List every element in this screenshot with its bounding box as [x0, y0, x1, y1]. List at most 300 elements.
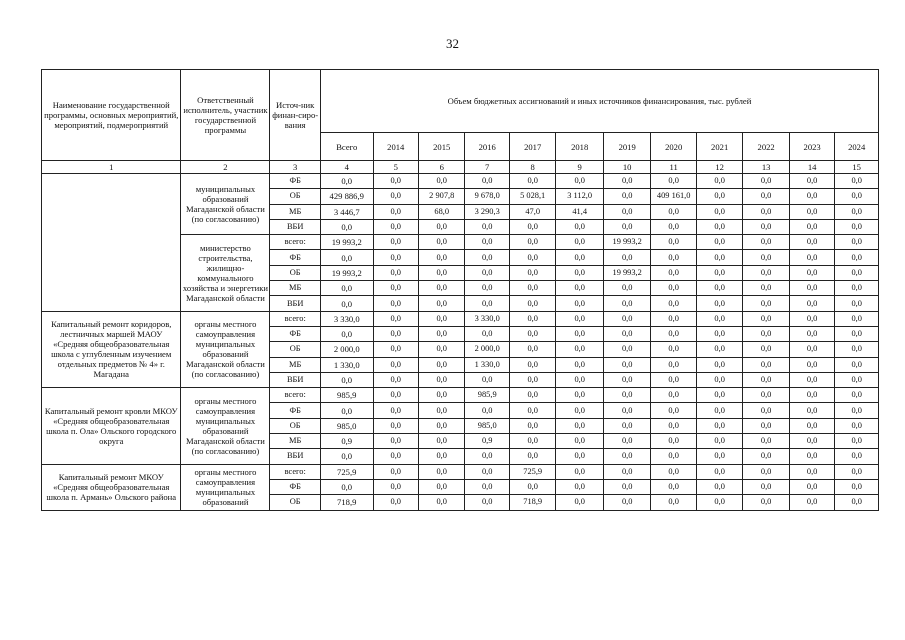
year-value-cell: 0,0	[509, 418, 555, 433]
year-value-cell: 0,0	[556, 479, 604, 494]
year-value-cell: 0,0	[465, 296, 509, 311]
year-value-cell: 0,0	[556, 495, 604, 510]
total-cell: 0,0	[320, 296, 373, 311]
year-value-cell: 0,0	[743, 265, 789, 280]
activity-name	[42, 174, 181, 312]
year-value-cell: 0,0	[373, 174, 418, 189]
year-value-cell: 0,0	[418, 281, 464, 296]
year-value-cell: 0,0	[603, 464, 651, 479]
year-value-cell: 0,0	[603, 204, 651, 219]
executor-name: муниципальных образований Магаданской области (по согласованию)	[181, 174, 270, 235]
year-value-cell: 0,0	[556, 388, 604, 403]
funding-source: МБ	[270, 281, 321, 296]
year-value-cell: 0,0	[743, 342, 789, 357]
year-value-cell: 0,0	[696, 311, 742, 326]
year-value-cell: 0,0	[835, 357, 879, 372]
year-value-cell: 0,0	[835, 219, 879, 234]
year-value-cell: 0,0	[465, 449, 509, 464]
year-value-cell: 0,0	[373, 479, 418, 494]
activity-name: Капитальный ремонт кровли МКОУ «Средняя общеобразовательная школа п. Ола» Ольского городского округа	[42, 388, 181, 464]
year-value-cell: 0,0	[556, 372, 604, 387]
funding-source: ФБ	[270, 403, 321, 418]
year-value-cell: 0,0	[835, 495, 879, 510]
year-value-cell: 0,0	[556, 357, 604, 372]
funding-source: МБ	[270, 357, 321, 372]
year-value-cell: 0,0	[373, 250, 418, 265]
year-value-cell: 0,0	[418, 235, 464, 250]
year-value-cell: 0,0	[556, 174, 604, 189]
year-value-cell: 0,0	[789, 235, 834, 250]
year-value-cell: 0,0	[418, 434, 464, 449]
funding-source: всего:	[270, 235, 321, 250]
year-value-cell: 0,0	[418, 174, 464, 189]
year-value-cell: 0,0	[465, 372, 509, 387]
year-value-cell: 0,0	[603, 250, 651, 265]
year-value-cell: 0,0	[418, 296, 464, 311]
year-value-cell: 0,0	[373, 418, 418, 433]
header-year: 2016	[465, 133, 509, 161]
funding-source: ФБ	[270, 250, 321, 265]
year-value-cell: 0,0	[418, 388, 464, 403]
year-value-cell: 0,0	[556, 342, 604, 357]
year-value-cell: 0,0	[509, 235, 555, 250]
year-value-cell: 0,0	[556, 403, 604, 418]
year-value-cell: 0,0	[603, 372, 651, 387]
year-value-cell: 0,0	[835, 311, 879, 326]
year-value-cell: 0,0	[373, 311, 418, 326]
year-value-cell: 0,0	[603, 342, 651, 357]
year-value-cell: 0,0	[556, 434, 604, 449]
header-source: Источ-ник финан-сиро-вания	[270, 70, 321, 161]
total-cell: 0,0	[320, 449, 373, 464]
year-value-cell: 0,0	[743, 235, 789, 250]
funding-source: ФБ	[270, 326, 321, 341]
year-value-cell: 0,0	[556, 219, 604, 234]
year-value-cell: 0,0	[373, 434, 418, 449]
year-value-cell: 0,0	[835, 265, 879, 280]
table-row	[42, 388, 879, 403]
year-value-cell: 0,0	[556, 296, 604, 311]
column-index: 1	[42, 161, 181, 174]
header-year: 2019	[603, 133, 651, 161]
funding-source: всего:	[270, 311, 321, 326]
year-value-cell: 5 028,1	[509, 189, 555, 204]
year-value-cell: 0,0	[651, 265, 696, 280]
year-value-cell: 0,0	[651, 418, 696, 433]
year-value-cell: 0,0	[373, 204, 418, 219]
funding-source: ОБ	[270, 495, 321, 510]
year-value-cell: 0,0	[651, 204, 696, 219]
total-cell: 985,0	[320, 418, 373, 433]
year-value-cell: 0,0	[651, 449, 696, 464]
year-value-cell: 0,0	[696, 265, 742, 280]
year-value-cell: 0,0	[373, 326, 418, 341]
year-value-cell: 0,0	[743, 449, 789, 464]
year-value-cell: 0,0	[603, 434, 651, 449]
total-cell: 3 446,7	[320, 204, 373, 219]
year-value-cell: 0,0	[418, 495, 464, 510]
header-total: Всего	[320, 133, 373, 161]
column-index: 13	[743, 161, 789, 174]
year-value-cell: 0,0	[835, 403, 879, 418]
year-value-cell: 0,0	[651, 357, 696, 372]
year-value-cell: 0,0	[465, 403, 509, 418]
table-row	[42, 174, 879, 189]
total-cell: 725,9	[320, 464, 373, 479]
year-value-cell: 0,0	[603, 479, 651, 494]
year-value-cell: 0,0	[835, 250, 879, 265]
year-value-cell: 0,0	[743, 388, 789, 403]
year-value-cell: 0,0	[696, 403, 742, 418]
year-value-cell: 0,0	[418, 357, 464, 372]
year-value-cell: 0,0	[418, 464, 464, 479]
funding-source: МБ	[270, 204, 321, 219]
year-value-cell: 0,0	[835, 418, 879, 433]
year-value-cell: 0,0	[789, 342, 834, 357]
total-cell: 3 330,0	[320, 311, 373, 326]
year-value-cell: 0,0	[789, 357, 834, 372]
year-value-cell: 0,0	[789, 265, 834, 280]
year-value-cell: 0,0	[696, 372, 742, 387]
year-value-cell: 0,0	[418, 372, 464, 387]
year-value-cell: 0,0	[835, 449, 879, 464]
year-value-cell: 0,0	[373, 495, 418, 510]
year-value-cell: 19 993,2	[603, 265, 651, 280]
year-value-cell: 19 993,2	[603, 235, 651, 250]
year-value-cell: 0,0	[373, 449, 418, 464]
year-value-cell: 0,0	[418, 479, 464, 494]
year-value-cell: 0,0	[789, 495, 834, 510]
year-value-cell: 0,0	[835, 296, 879, 311]
year-value-cell: 0,0	[509, 219, 555, 234]
column-index: 12	[696, 161, 742, 174]
header-year: 2023	[789, 133, 834, 161]
funding-source: ВБИ	[270, 449, 321, 464]
year-value-cell: 3 330,0	[465, 311, 509, 326]
header-year: 2014	[373, 133, 418, 161]
header-year: 2024	[835, 133, 879, 161]
year-value-cell: 0,0	[651, 219, 696, 234]
year-value-cell: 3 290,3	[465, 204, 509, 219]
year-value-cell: 0,0	[465, 235, 509, 250]
year-value-cell: 0,0	[651, 250, 696, 265]
year-value-cell: 0,0	[835, 464, 879, 479]
header-executor: Ответственный исполнитель, участник государственной программы	[181, 70, 270, 161]
year-value-cell: 0,0	[789, 403, 834, 418]
year-value-cell: 0,0	[509, 434, 555, 449]
year-value-cell: 0,0	[603, 418, 651, 433]
year-value-cell: 0,0	[603, 326, 651, 341]
year-value-cell: 0,0	[465, 250, 509, 265]
table-row	[42, 464, 879, 479]
funding-source: ВБИ	[270, 372, 321, 387]
header-name: Наименование государственной программы, основных мероприятий, мероприятий, подмероприятий	[42, 70, 181, 161]
funding-source: ОБ	[270, 189, 321, 204]
funding-source: ВБИ	[270, 219, 321, 234]
total-cell: 0,0	[320, 174, 373, 189]
year-value-cell: 0,0	[509, 174, 555, 189]
year-value-cell: 0,0	[556, 326, 604, 341]
year-value-cell: 0,0	[651, 388, 696, 403]
total-cell: 19 993,2	[320, 235, 373, 250]
year-value-cell: 718,9	[509, 495, 555, 510]
year-value-cell: 0,0	[696, 434, 742, 449]
header-year: 2022	[743, 133, 789, 161]
year-value-cell: 0,0	[696, 174, 742, 189]
funding-source: ФБ	[270, 479, 321, 494]
year-value-cell: 0,0	[835, 281, 879, 296]
year-value-cell: 0,0	[509, 281, 555, 296]
year-value-cell: 0,0	[465, 464, 509, 479]
year-value-cell: 0,0	[789, 464, 834, 479]
year-value-cell: 0,0	[465, 326, 509, 341]
year-value-cell: 0,0	[696, 204, 742, 219]
year-value-cell: 0,0	[651, 495, 696, 510]
year-value-cell: 0,0	[509, 342, 555, 357]
year-value-cell: 0,0	[696, 281, 742, 296]
total-cell: 718,9	[320, 495, 373, 510]
year-value-cell: 0,0	[603, 189, 651, 204]
year-value-cell: 0,0	[696, 250, 742, 265]
table-row	[42, 311, 879, 326]
year-value-cell: 0,0	[556, 464, 604, 479]
year-value-cell: 0,9	[465, 434, 509, 449]
executor-name: органы местного самоуправления муниципальных образований Магаданской области (по согласованию)	[181, 388, 270, 464]
year-value-cell: 0,0	[789, 449, 834, 464]
funding-source: всего:	[270, 388, 321, 403]
year-value-cell: 0,0	[509, 357, 555, 372]
year-value-cell: 0,0	[696, 388, 742, 403]
year-value-cell: 0,0	[373, 219, 418, 234]
year-value-cell: 0,0	[651, 434, 696, 449]
year-value-cell: 0,0	[651, 372, 696, 387]
year-value-cell: 0,0	[465, 281, 509, 296]
column-index: 10	[603, 161, 651, 174]
year-value-cell: 41,4	[556, 204, 604, 219]
year-value-cell: 0,0	[373, 388, 418, 403]
year-value-cell: 0,0	[789, 296, 834, 311]
year-value-cell: 0,0	[603, 296, 651, 311]
year-value-cell: 0,0	[743, 174, 789, 189]
year-value-cell: 0,0	[696, 296, 742, 311]
year-value-cell: 0,0	[556, 250, 604, 265]
year-value-cell: 985,0	[465, 418, 509, 433]
year-value-cell: 68,0	[418, 204, 464, 219]
year-value-cell: 0,0	[556, 418, 604, 433]
year-value-cell: 0,0	[373, 265, 418, 280]
year-value-cell: 0,0	[418, 311, 464, 326]
column-index: 5	[373, 161, 418, 174]
year-value-cell: 0,0	[603, 449, 651, 464]
year-value-cell: 0,0	[373, 403, 418, 418]
year-value-cell: 0,0	[509, 265, 555, 280]
year-value-cell: 1 330,0	[465, 357, 509, 372]
funding-source: МБ	[270, 434, 321, 449]
year-value-cell: 0,0	[835, 388, 879, 403]
year-value-cell: 0,0	[789, 418, 834, 433]
activity-name: Капитальный ремонт коридоров, лестничных маршей МАОУ «Средняя общеобразовательная школа с углубленным изучением отдельных предметов № 4» г. Магадана	[42, 311, 181, 387]
year-value-cell: 0,0	[651, 464, 696, 479]
year-value-cell: 0,0	[789, 388, 834, 403]
year-value-cell: 0,0	[373, 281, 418, 296]
year-value-cell: 0,0	[789, 281, 834, 296]
year-value-cell: 0,0	[373, 235, 418, 250]
year-value-cell: 0,0	[835, 174, 879, 189]
year-value-cell: 0,0	[789, 250, 834, 265]
year-value-cell: 47,0	[509, 204, 555, 219]
header-year: 2015	[418, 133, 464, 161]
total-cell: 0,0	[320, 281, 373, 296]
year-value-cell: 985,9	[465, 388, 509, 403]
total-cell: 0,0	[320, 403, 373, 418]
total-cell: 0,0	[320, 326, 373, 341]
year-value-cell: 0,0	[556, 235, 604, 250]
year-value-cell: 0,0	[651, 235, 696, 250]
header-year: 2017	[509, 133, 555, 161]
executor-name: органы местного самоуправления муниципальных образований	[181, 464, 270, 510]
activity-name: Капитальный ремонт МКОУ «Средняя общеобразовательная школа п. Армань» Ольского района	[42, 464, 181, 510]
total-cell: 0,0	[320, 372, 373, 387]
year-value-cell: 0,0	[696, 326, 742, 341]
year-value-cell: 0,0	[789, 479, 834, 494]
year-value-cell: 0,0	[509, 479, 555, 494]
year-value-cell: 0,0	[743, 326, 789, 341]
year-value-cell: 0,0	[603, 388, 651, 403]
year-value-cell: 0,0	[696, 418, 742, 433]
year-value-cell: 0,0	[556, 281, 604, 296]
year-value-cell: 0,0	[743, 495, 789, 510]
year-value-cell: 2 000,0	[465, 342, 509, 357]
year-value-cell: 0,0	[373, 372, 418, 387]
year-value-cell: 0,0	[509, 388, 555, 403]
year-value-cell: 0,0	[789, 174, 834, 189]
year-value-cell: 0,0	[743, 189, 789, 204]
funding-source: ОБ	[270, 342, 321, 357]
year-value-cell: 0,0	[743, 357, 789, 372]
year-value-cell: 0,0	[373, 464, 418, 479]
year-value-cell: 0,0	[373, 357, 418, 372]
executor-name: органы местного самоуправления муниципальных образований Магаданской области (по согласованию)	[181, 311, 270, 387]
year-value-cell: 0,0	[743, 204, 789, 219]
year-value-cell: 0,0	[556, 449, 604, 464]
year-value-cell: 0,0	[509, 296, 555, 311]
year-value-cell: 0,0	[696, 342, 742, 357]
year-value-cell: 0,0	[651, 326, 696, 341]
column-index: 11	[651, 161, 696, 174]
year-value-cell: 0,0	[465, 479, 509, 494]
year-value-cell: 0,0	[835, 434, 879, 449]
total-cell: 429 886,9	[320, 189, 373, 204]
total-cell: 2 000,0	[320, 342, 373, 357]
year-value-cell: 0,0	[696, 464, 742, 479]
year-value-cell: 0,0	[743, 311, 789, 326]
total-cell: 0,0	[320, 479, 373, 494]
column-index: 7	[465, 161, 509, 174]
year-value-cell: 0,0	[556, 265, 604, 280]
year-value-cell: 0,0	[743, 479, 789, 494]
year-value-cell: 0,0	[651, 311, 696, 326]
year-value-cell: 0,0	[603, 357, 651, 372]
year-value-cell: 0,0	[835, 326, 879, 341]
year-value-cell: 0,0	[835, 372, 879, 387]
year-value-cell: 0,0	[418, 250, 464, 265]
year-value-cell: 0,0	[696, 189, 742, 204]
year-value-cell: 0,0	[603, 281, 651, 296]
year-value-cell: 0,0	[743, 281, 789, 296]
year-value-cell: 0,0	[743, 418, 789, 433]
year-value-cell: 0,0	[835, 189, 879, 204]
year-value-cell: 0,0	[651, 403, 696, 418]
funding-source: ВБИ	[270, 296, 321, 311]
year-value-cell: 0,0	[465, 174, 509, 189]
year-value-cell: 0,0	[835, 342, 879, 357]
header-year: 2018	[556, 133, 604, 161]
year-value-cell: 0,0	[696, 235, 742, 250]
budget-table	[41, 69, 879, 511]
year-value-cell: 0,0	[835, 235, 879, 250]
header-year: 2021	[696, 133, 742, 161]
year-value-cell: 0,0	[743, 434, 789, 449]
year-value-cell: 0,0	[418, 342, 464, 357]
year-value-cell: 0,0	[509, 372, 555, 387]
executor-name: министерство строительства, жилищно-коммунального хозяйства и энергетики Магаданской области	[181, 235, 270, 311]
year-value-cell: 0,0	[696, 219, 742, 234]
column-index: 15	[835, 161, 879, 174]
total-cell: 19 993,2	[320, 265, 373, 280]
total-cell: 0,0	[320, 219, 373, 234]
column-index: 9	[556, 161, 604, 174]
year-value-cell: 0,0	[835, 479, 879, 494]
header-year: 2020	[651, 133, 696, 161]
year-value-cell: 0,0	[373, 342, 418, 357]
total-cell: 985,9	[320, 388, 373, 403]
year-value-cell: 0,0	[465, 219, 509, 234]
year-value-cell: 0,0	[743, 250, 789, 265]
year-value-cell: 0,0	[509, 311, 555, 326]
year-value-cell: 0,0	[418, 219, 464, 234]
year-value-cell: 0,0	[418, 418, 464, 433]
year-value-cell: 0,0	[696, 479, 742, 494]
year-value-cell: 0,0	[789, 204, 834, 219]
year-value-cell: 0,0	[465, 265, 509, 280]
year-value-cell: 0,0	[743, 296, 789, 311]
column-index: 3	[270, 161, 321, 174]
year-value-cell: 0,0	[789, 311, 834, 326]
total-cell: 1 330,0	[320, 357, 373, 372]
year-value-cell: 0,0	[373, 296, 418, 311]
year-value-cell: 0,0	[418, 326, 464, 341]
year-value-cell: 0,0	[603, 219, 651, 234]
year-value-cell: 9 678,0	[465, 189, 509, 204]
column-index: 6	[418, 161, 464, 174]
year-value-cell: 0,0	[373, 189, 418, 204]
total-cell: 0,9	[320, 434, 373, 449]
year-value-cell: 0,0	[743, 403, 789, 418]
header-funding: Объем бюджетных ассигнований и иных источников финансирования, тыс. рублей	[320, 70, 878, 133]
year-value-cell: 0,0	[651, 174, 696, 189]
year-value-cell: 0,0	[696, 357, 742, 372]
page-number: 32	[446, 36, 459, 51]
year-value-cell: 0,0	[696, 449, 742, 464]
year-value-cell: 0,0	[509, 449, 555, 464]
year-value-cell: 0,0	[509, 326, 555, 341]
year-value-cell: 0,0	[509, 250, 555, 265]
year-value-cell: 0,0	[603, 174, 651, 189]
column-index: 2	[181, 161, 270, 174]
year-value-cell: 725,9	[509, 464, 555, 479]
funding-source: всего:	[270, 464, 321, 479]
year-value-cell: 0,0	[556, 311, 604, 326]
